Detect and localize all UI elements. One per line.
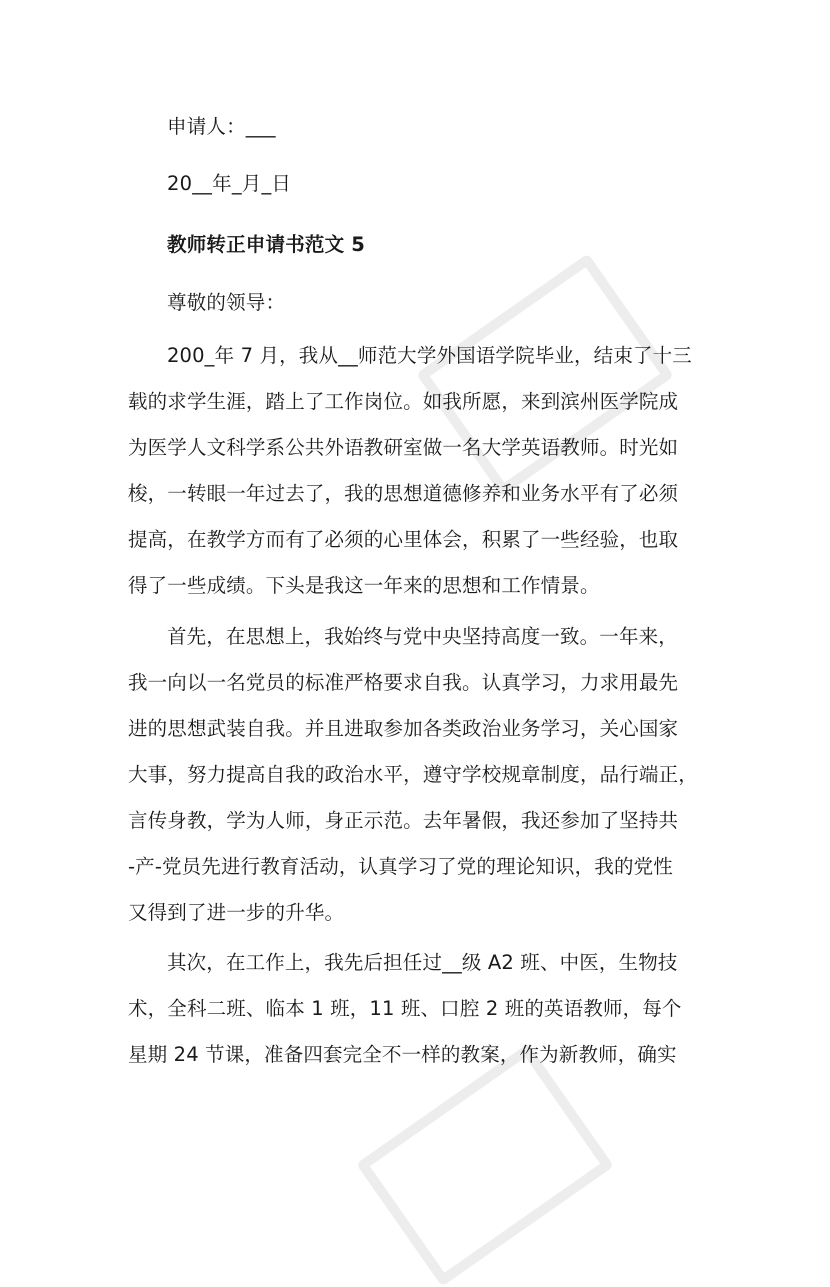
paragraph-line: 进的思想武装自我。并且进取参加各类政治业务学习，关心国家 <box>128 717 679 740</box>
paragraph-2 <box>128 614 707 936</box>
watermark-graphic <box>356 1043 614 1286</box>
paragraph-3 <box>128 940 707 1078</box>
paragraph-1 <box>128 333 707 609</box>
paragraph-line: 载的求学生涯，踏上了工作岗位。如我所愿，来到滨州医学院成 <box>128 390 679 413</box>
paragraph-line: 星期 24 节课，准备四套完全不一样的教案，作为新教师，确实 <box>128 1043 677 1066</box>
applicant-line: 申请人：___ <box>167 115 276 138</box>
paragraph-line: 又得到了进一步的升华。 <box>128 901 345 924</box>
document-title: 教师转正申请书范文 5 <box>167 233 366 256</box>
paragraph-line: 提高，在教学方而有了必须的心里体会，积累了一些经验，也取 <box>128 528 679 551</box>
paragraph-line: 首先，在思想上，我始终与党中央坚持高度一致。一年来， <box>167 625 678 648</box>
paragraph-line: 术，全科二班、临本 1 班，11 班、口腔 2 班的英语教师，每个 <box>128 997 682 1020</box>
paragraph-line: 为医学人文科学系公共外语教研室做一名大学英语教师。时光如 <box>128 436 679 459</box>
date-line: 20__年_月_日 <box>167 172 292 195</box>
paragraph-line: -产-党员先进行教育活动，认真学习了党的理论知识，我的党性 <box>128 855 673 878</box>
paragraph-line: 我一向以一名党员的标准严格要求自我。认真学习，力求用最先 <box>128 671 679 694</box>
paragraph-line: 200_年 7 月，我从__师范大学外国语学院毕业，结束了十三 <box>167 344 692 367</box>
paragraph-line: 大事，努力提高自我的政治水平，遵守学校规章制度，品行端正， <box>128 763 698 786</box>
paragraph-line: 言传身教，学为人师，身正示范。去年暑假，我还参加了坚持共 <box>128 809 679 832</box>
greeting: 尊敬的领导： <box>167 291 286 314</box>
paragraph-line: 梭，一转眼一年过去了，我的思想道德修养和业务水平有了必须 <box>128 482 679 505</box>
paragraph-line: 其次，在工作上，我先后担任过__级 A2 班、中医，生物技 <box>167 951 678 974</box>
paragraph-line: 得了一些成绩。下头是我这一年来的思想和工作情景。 <box>128 574 600 597</box>
